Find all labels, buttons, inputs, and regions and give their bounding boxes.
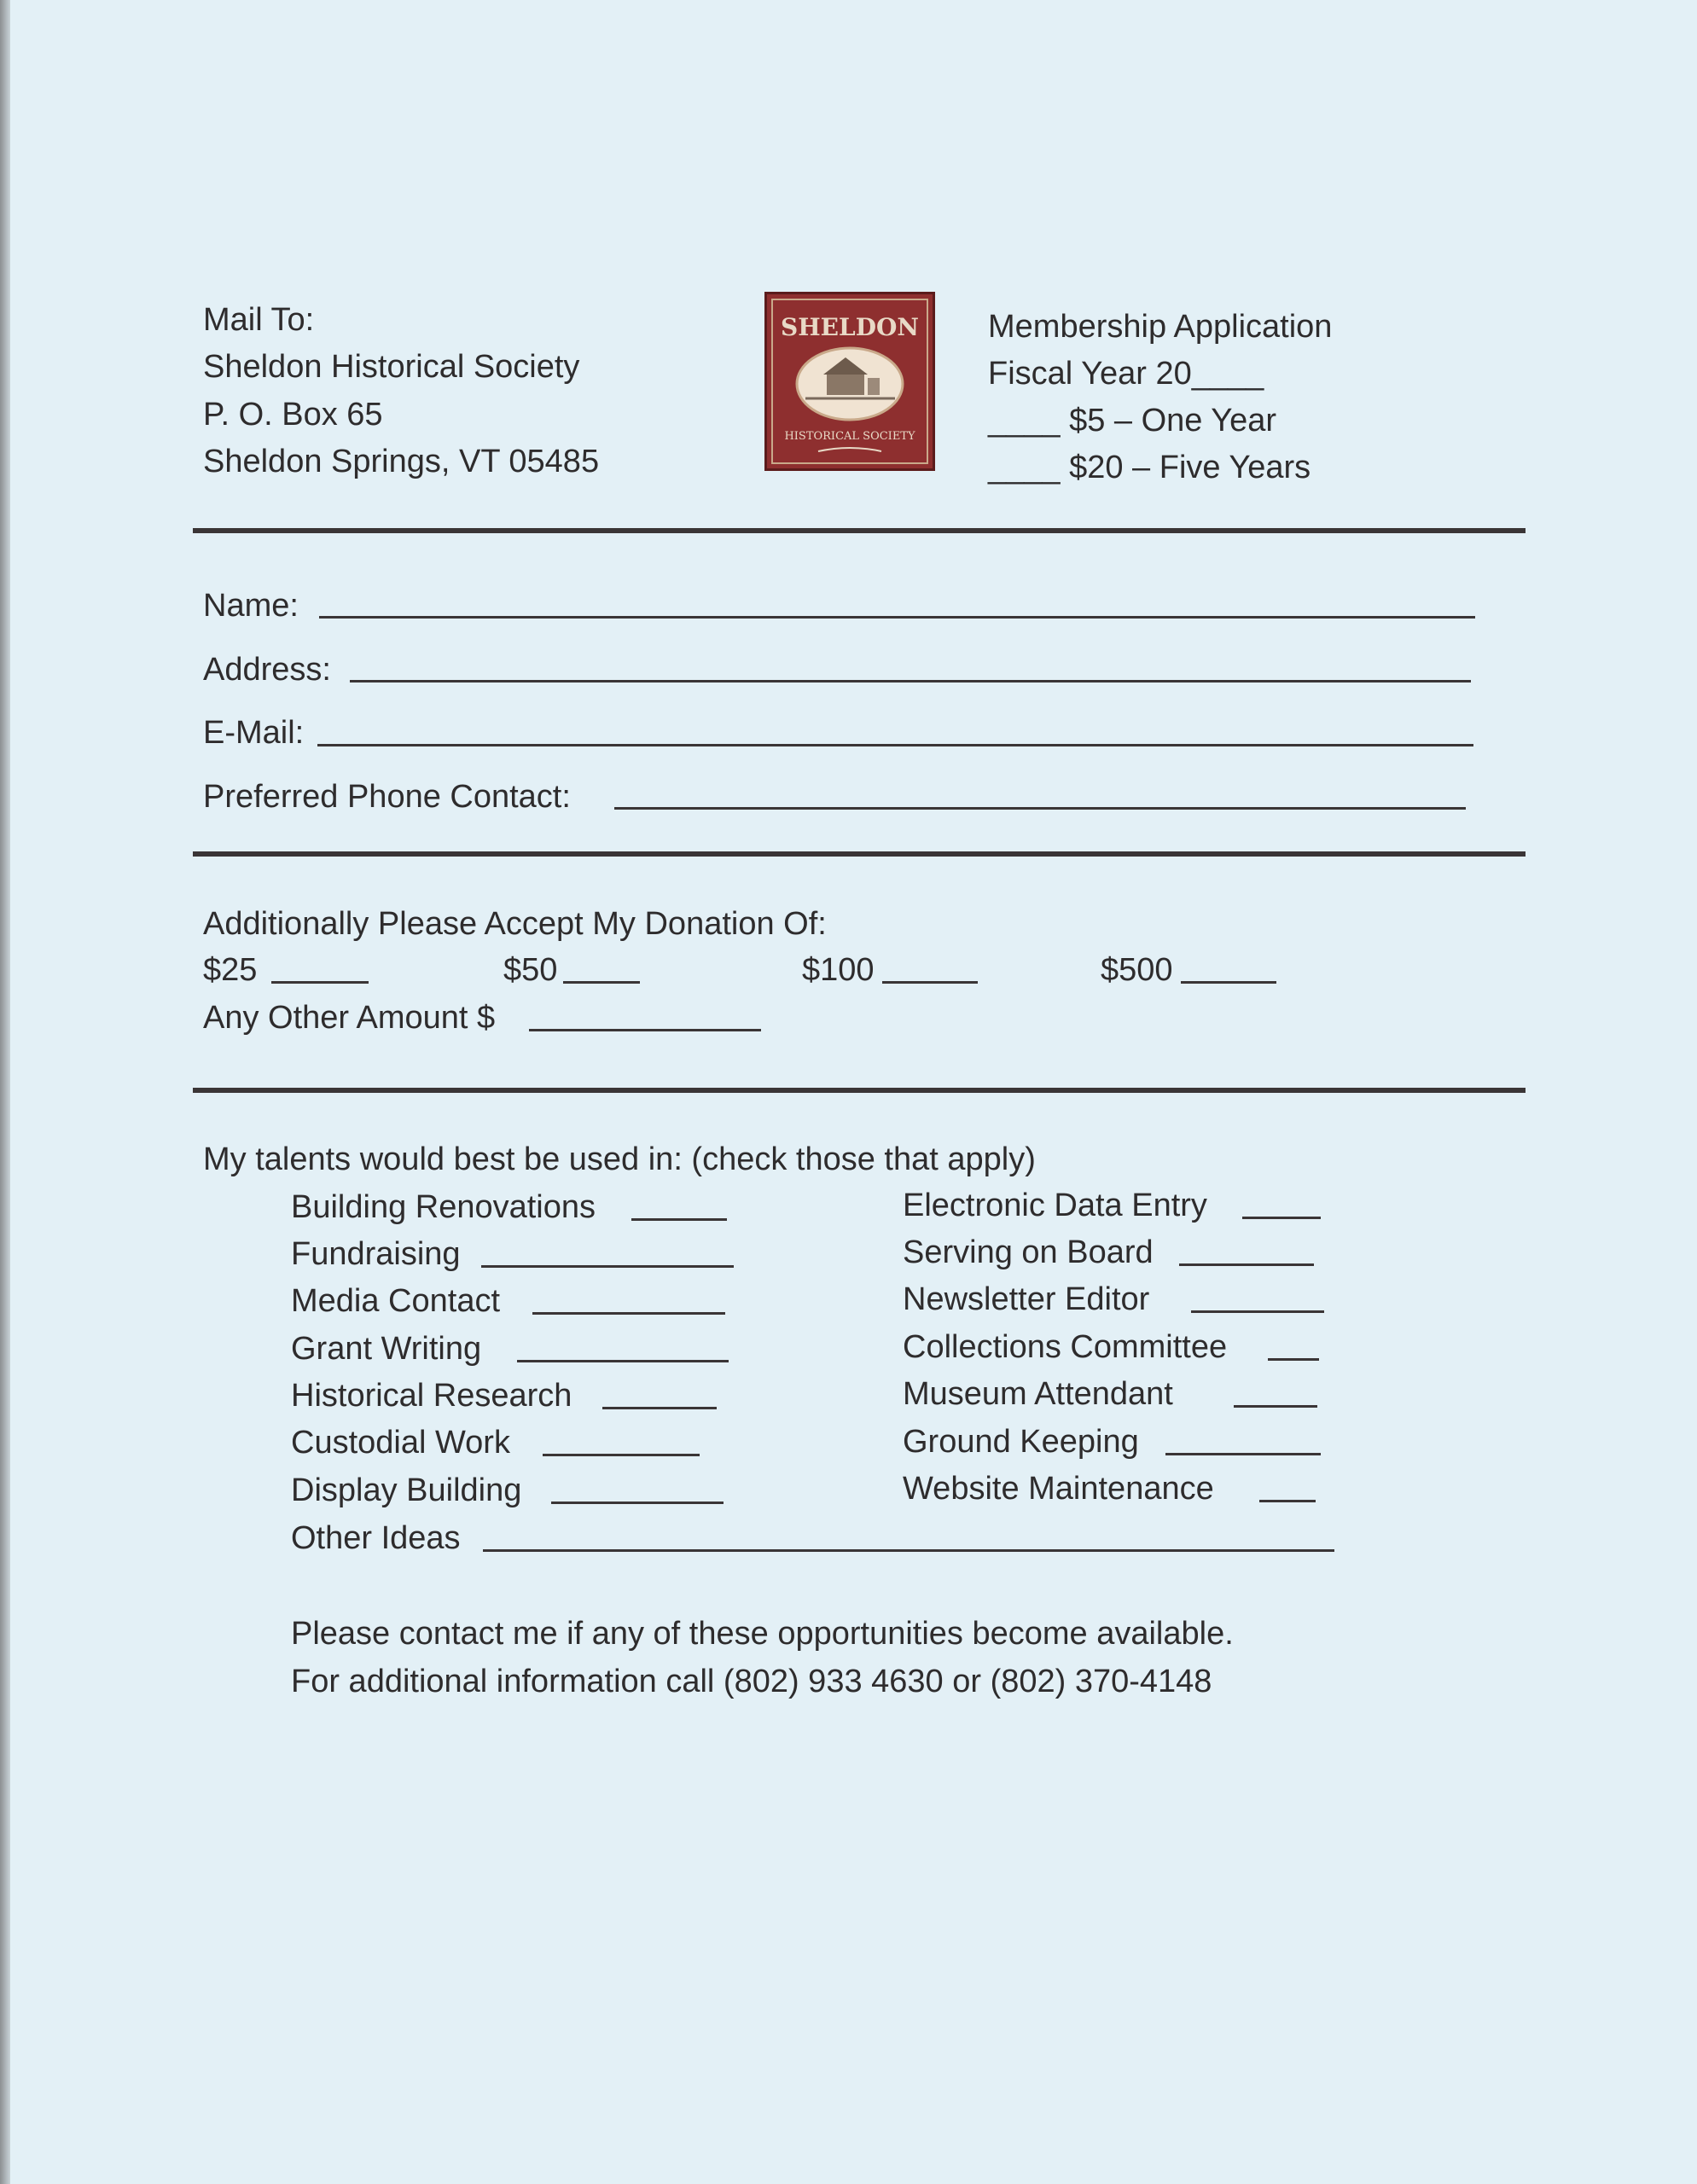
donation-50-field[interactable] [563, 981, 640, 984]
talent-media-contact: Media Contact [291, 1283, 501, 1319]
mail-to-heading: Mail To: [203, 302, 315, 338]
talent-display-building: Display Building [291, 1472, 522, 1508]
email-field[interactable] [317, 744, 1473, 746]
talent-check-field[interactable] [1191, 1310, 1324, 1313]
donation-500-field[interactable] [1181, 981, 1276, 984]
membership-option-five-years[interactable]: ____ $20 – Five Years [988, 450, 1311, 485]
membership-option-one-year[interactable]: ____ $5 – One Year [988, 403, 1277, 439]
donation-other-label: Any Other Amount $ [203, 1000, 496, 1036]
talent-collections-committee: Collections Committee [903, 1329, 1228, 1365]
footer-phone-info: For additional information call (802) 933 4630 or (802) 370-4148 [291, 1664, 1212, 1699]
talent-custodial-work: Custodial Work [291, 1425, 510, 1461]
talent-website-maintenance: Website Maintenance [903, 1471, 1214, 1507]
donation-other-field[interactable] [529, 1029, 761, 1031]
section-divider [193, 851, 1526, 857]
address-label: Address: [203, 652, 331, 688]
talent-historical-research: Historical Research [291, 1378, 572, 1414]
talent-electronic-data-entry: Electronic Data Entry [903, 1188, 1207, 1223]
name-label: Name: [203, 588, 299, 624]
talent-check-field[interactable] [532, 1312, 725, 1315]
talent-check-field[interactable] [631, 1218, 727, 1221]
email-label: E-Mail: [203, 715, 305, 751]
donation-amount-500: $500 [1101, 952, 1173, 988]
phone-field[interactable] [614, 807, 1466, 810]
donation-25-field[interactable] [271, 981, 369, 984]
talent-check-field[interactable] [543, 1454, 700, 1456]
talent-check-field[interactable] [551, 1502, 724, 1504]
logo-top-text: SHELDON [781, 313, 919, 341]
scan-edge [0, 0, 10, 2184]
talents-heading: My talents would best be used in: (check those that apply) [203, 1141, 1036, 1177]
footer-contact-note: Please contact me if any of these opportunities become available. [291, 1616, 1234, 1652]
donation-amount-25: $25 [203, 952, 258, 988]
talent-check-field[interactable] [602, 1407, 717, 1409]
talent-check-field[interactable] [481, 1265, 734, 1268]
phone-label: Preferred Phone Contact: [203, 779, 571, 815]
talent-check-field[interactable] [1234, 1405, 1317, 1408]
talent-check-field[interactable] [517, 1360, 729, 1362]
talent-other-ideas-label: Other Ideas [291, 1520, 461, 1556]
donation-100-field[interactable] [882, 981, 978, 984]
donation-amount-50: $50 [503, 952, 558, 988]
talent-ground-keeping: Ground Keeping [903, 1424, 1139, 1460]
talent-museum-attendant: Museum Attendant [903, 1376, 1173, 1412]
membership-title: Membership Application [988, 309, 1333, 345]
donation-amount-100: $100 [802, 952, 875, 988]
section-divider [193, 528, 1526, 533]
talent-check-field[interactable] [1165, 1453, 1321, 1455]
name-field[interactable] [319, 616, 1475, 619]
talent-newsletter-editor: Newsletter Editor [903, 1281, 1150, 1317]
mail-to-line: P. O. Box 65 [203, 397, 383, 433]
mail-to-line: Sheldon Historical Society [203, 349, 580, 385]
talent-fundraising: Fundraising [291, 1236, 461, 1272]
mail-to-line: Sheldon Springs, VT 05485 [203, 444, 600, 479]
talent-check-field[interactable] [1268, 1358, 1319, 1361]
talent-building-renovations: Building Renovations [291, 1189, 596, 1225]
society-logo [764, 292, 935, 471]
talent-check-field[interactable] [1179, 1263, 1314, 1266]
talent-check-field[interactable] [1259, 1500, 1316, 1502]
talent-grant-writing: Grant Writing [291, 1331, 482, 1367]
logo-bottom-text: HISTORICAL SOCIETY [784, 430, 915, 443]
fiscal-year-field: Fiscal Year 20____ [988, 356, 1264, 392]
other-ideas-field[interactable] [483, 1549, 1334, 1552]
talent-check-field[interactable] [1242, 1217, 1321, 1219]
address-field[interactable] [350, 680, 1471, 682]
section-divider [193, 1088, 1526, 1093]
donation-heading: Additionally Please Accept My Donation Of: [203, 906, 827, 942]
talent-serving-on-board: Serving on Board [903, 1234, 1154, 1270]
